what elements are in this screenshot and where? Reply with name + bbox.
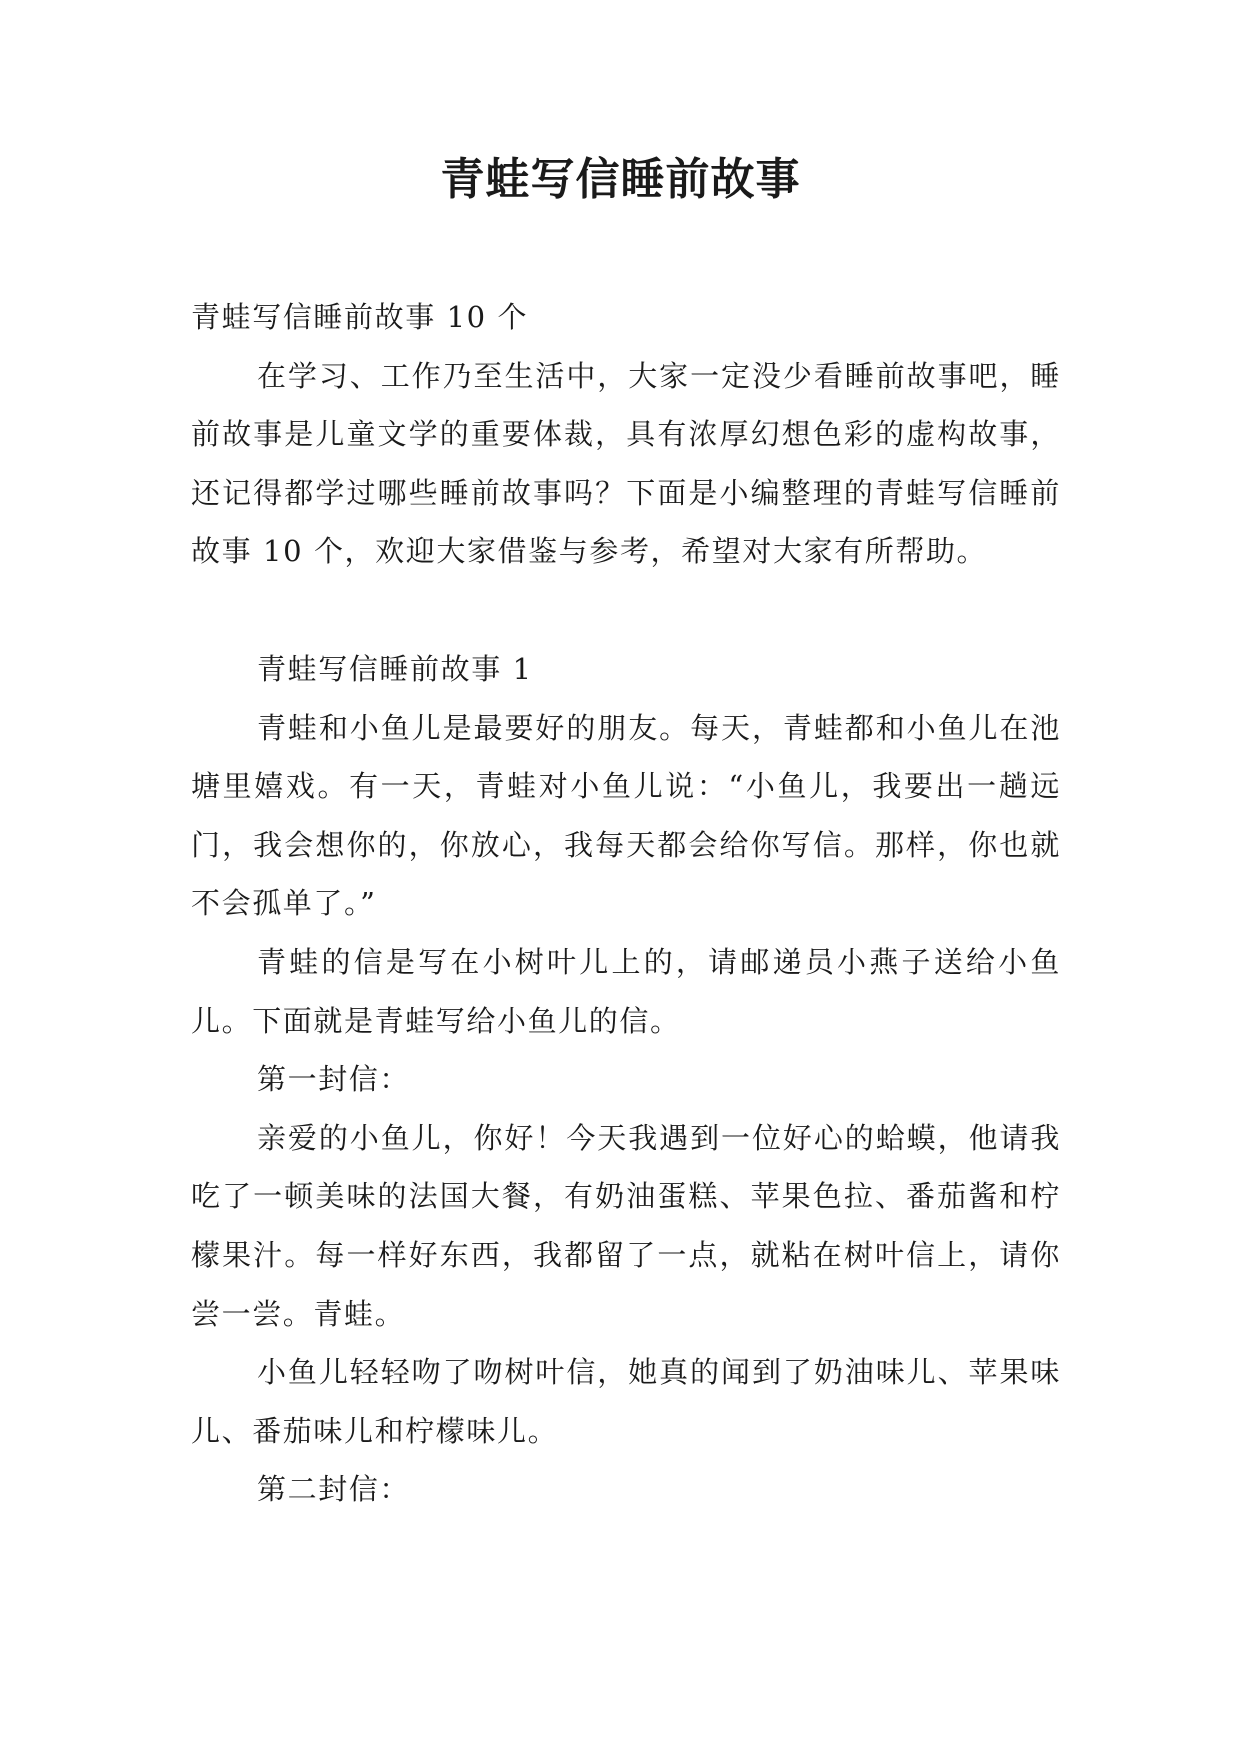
document-subtitle: 青蛙写信睡前故事 10 个	[191, 300, 529, 334]
story-paragraph: 小鱼儿轻轻吻了吻树叶信，她真的闻到了奶油味儿、苹果味儿、番茄味儿和柠檬味儿。	[191, 1355, 1061, 1448]
intro-paragraph: 在学习、工作乃至生活中，大家一定没少看睡前故事吧，睡前故事是儿童文学的重要体裁，具有浓厚幻想色彩的虚构故事，还记得都学过哪些睡前故事吗？下面是小编整理的青蛙写信睡前故事 10 个，欢迎大家借鉴与参考，希望对大家有所帮助。	[191, 358, 1061, 569]
story-paragraph: 青蛙和小鱼儿是最要好的朋友。每天，青蛙都和小鱼儿在池塘里嬉戏。有一天，青蛙对小鱼儿说：“小鱼儿，我要出一趟远门，我会想你的，你放心，我每天都会给你写信。那样，你也就不会孤单了。”	[191, 710, 1061, 921]
story-paragraph: 青蛙的信是写在小树叶儿上的，请邮递员小燕子送给小鱼儿。下面就是青蛙写给小鱼儿的信。	[191, 944, 1061, 1038]
document-body	[191, 288, 1061, 1519]
letter-heading: 第一封信：	[257, 1062, 411, 1097]
story-paragraph: 亲爱的小鱼儿，你好！今天我遇到一位好心的蛤蟆，他请我吃了一顿美味的法国大餐，有奶油蛋糕、苹果色拉、番茄酱和柠檬果汁。每一样好东西，我都留了一点，就粘在树叶信上，请你尝一尝。青蛙。	[191, 1120, 1061, 1331]
section-heading: 青蛙写信睡前故事 1	[257, 651, 533, 686]
letter-heading: 第二封信：	[257, 1472, 411, 1507]
document-title: 青蛙写信睡前故事	[440, 154, 801, 205]
section-spacer	[191, 581, 1061, 640]
